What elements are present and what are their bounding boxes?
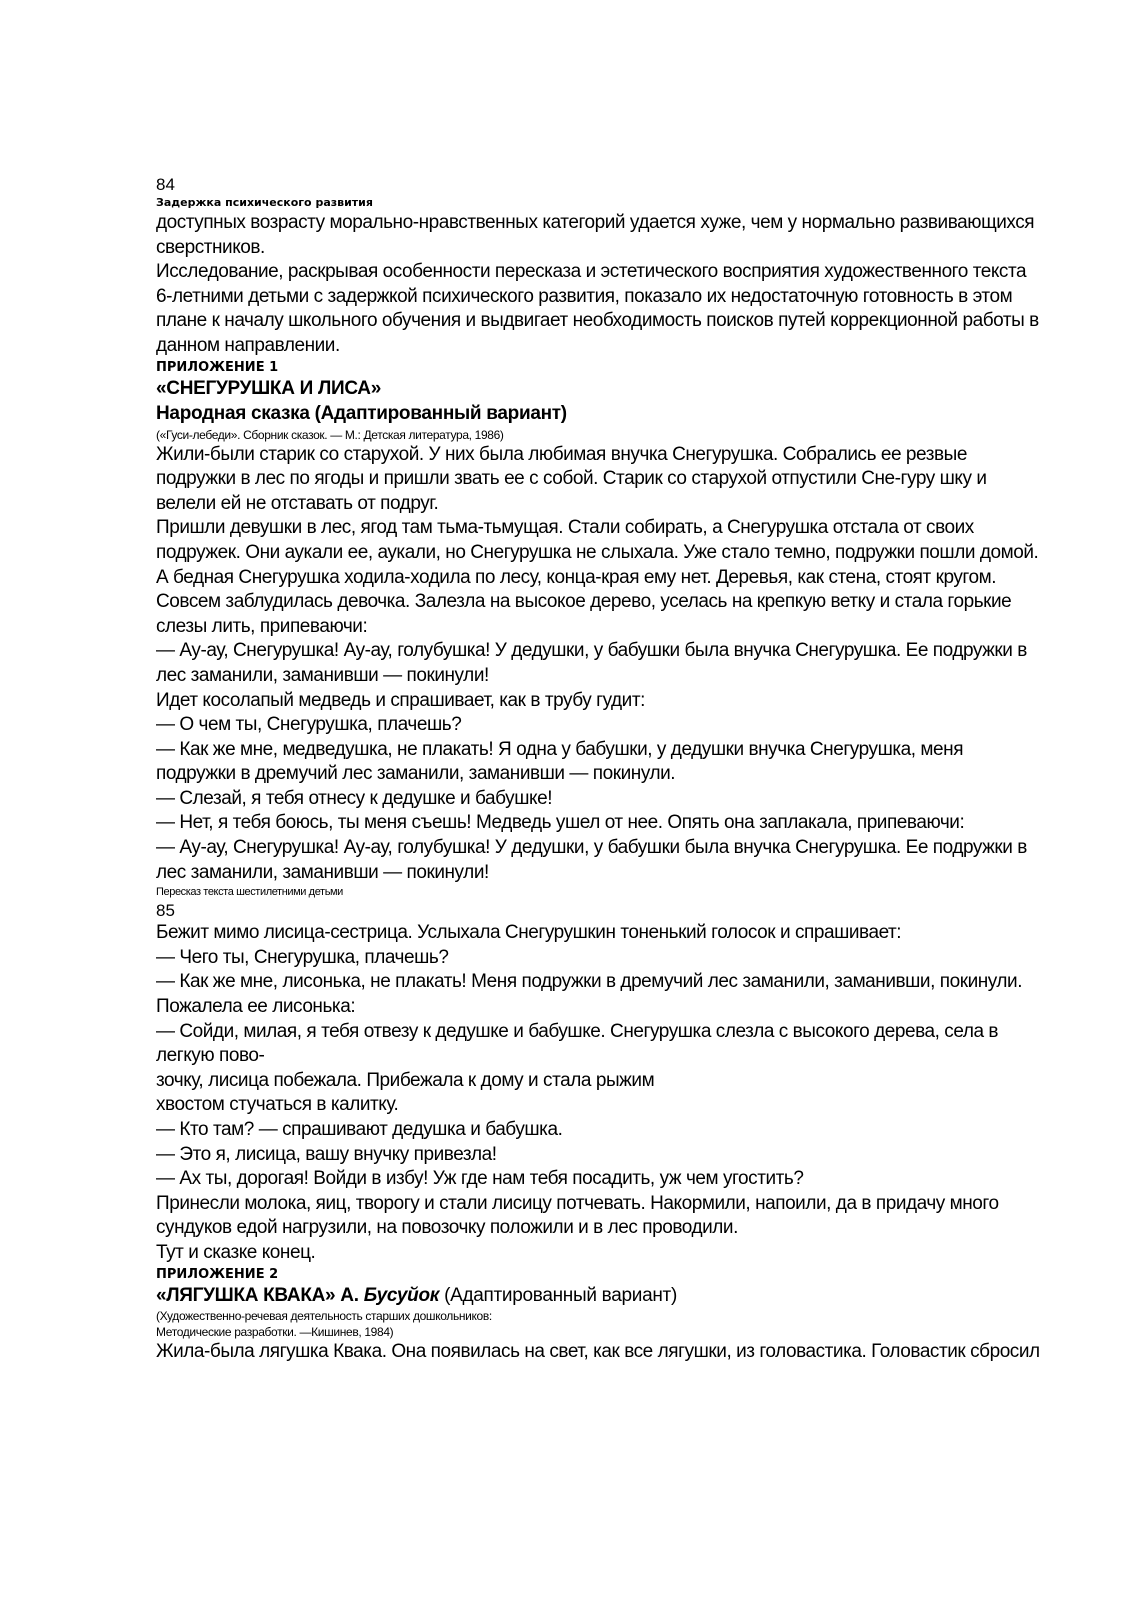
text-line: Жили-были старик со старухой. У них была любимая внучка Снегурушка. Собрались ее резвые [156, 443, 967, 465]
text-line: — Сойди, милая, я тебя отвезу к дедушке и бабушке. Снегурушка слезла с высокого дерева, села в [156, 1020, 999, 1042]
tale-subtitle: Народная сказка (Адаптированный вариант) [156, 402, 567, 424]
text-line: велели ей не отставать от подруг. [156, 492, 439, 514]
text-line: слезы лить, припеваючи: [156, 615, 368, 637]
variant-note: (Адаптированный вариант) [444, 1284, 677, 1306]
text-line: Бежит мимо лисица-сестрица. Услыхала Снегурушкин тоненький голосок и спрашивает: [156, 922, 902, 944]
text-line: — Нет, я тебя боюсь, ты меня съешь! Медведь ушел от нее. Опять она заплакала, припеваючи: [156, 812, 965, 834]
text-line: — Как же мне, медведушка, не плакать! Я одна у бабушки, у дедушки внучка Снегурушка, меня [156, 738, 964, 760]
text-line: сундуков едой нагрузили, на повозочку положили и в лес проводили. [156, 1217, 738, 1239]
text-line: Совсем заблудилась девочка. Залезла на высокое дерево, уселась на крепкую ветку и стала горькие [156, 591, 1012, 613]
text-line: Исследование, раскрывая особенности пересказа и эстетического восприятия художественного текста [156, 261, 1027, 283]
tale-text-continued [156, 921, 1086, 1265]
document-page [156, 174, 1086, 1364]
source-citation: (Художественно-речевая деятельность старших дошкольников: [156, 1308, 492, 1323]
text-line: — Чего ты, Снегурушка, плачешь? [156, 946, 449, 968]
author-surname: Бусуйок [363, 1284, 440, 1306]
page-number: 85 [156, 901, 175, 921]
text-line: Пришли девушки в лес, ягод там тьма-тьмущая. Стали собирать, а Снегурушка отстала от своих [156, 517, 974, 539]
text-line: подружки в дремучий лес заманили, заманивши — покинули. [156, 763, 676, 785]
text-line: лес заманили, заманивши — покинули! [156, 664, 489, 686]
text-line: — Кто там? — спрашивают дедушка и бабушка. [156, 1119, 563, 1140]
text-line: — Ах ты, дорогая! Войди в избу! Уж где нам тебя посадить, уж чем угостить? [156, 1168, 804, 1190]
text-line: зочку, лисица побежала. Прибежала к дому и стала рыжим [156, 1069, 655, 1091]
text-line: подружек. Они аукали ее, аукали, но Снегурушка не слыхала. Уже стало темно, подружки пошли домой. [156, 541, 1039, 563]
text-line: — Ау-ау, Снегурушка! Ау-ау, голубушка! У дедушки, у бабушки была внучка Снегурушка. Ее подружки в [156, 837, 1027, 859]
text-line: Идет косолапый медведь и спрашивает, как в трубу гудит: [156, 689, 645, 711]
text-line: подружки в лес по ягоды и пришли звать ее с собой. Старик со старухой отпустили Сне-гуру шку и [156, 468, 987, 490]
text-line: данном направлении. [156, 334, 340, 356]
author-initial: А. [340, 1284, 359, 1306]
source-citation: Методические разработки. —Кишинев, 1984) [156, 1324, 394, 1339]
text-line: сверстников. [156, 236, 265, 258]
text-line: Пожалела ее лисонька: [156, 996, 356, 1018]
tale-title [156, 1283, 1086, 1308]
running-header: Пересказ текста шестилетними детьми [156, 886, 343, 899]
text-line: — Ау-ау, Снегурушка! Ау-ау, голубушка! У дедушки, у бабушки была внучка Снегурушка. Ее подружки в [156, 640, 1027, 662]
running-header: Задержка психического развития [156, 196, 373, 209]
source-citation: («Гуси-лебеди». Сборник сказок. — М.: Детская литература, 1986) [156, 427, 504, 442]
text-line: Жила-была лягушка Квака. Она появилась на свет, как все лягушки, из головастика. Головастик сбросил [156, 1340, 1040, 1362]
tale-text [156, 443, 1086, 886]
text-line: — Слезай, я тебя отнесу к дедушке и бабушке! [156, 787, 553, 809]
text-line: доступных возрасту морально-нравственных категорий удается хуже, чем у нормально развивающихся [156, 212, 1035, 233]
text-line: плане к началу школьного обучения и выдвигает необходимость поисков путей коррекционной работы в [156, 310, 1039, 332]
tale-title: «СНЕГУРУШКА И ЛИСА» [156, 377, 381, 399]
text-line: хвостом стучаться в калитку. [156, 1094, 399, 1116]
text-line: 6-летними детьми с задержкой психического развития, показало их недостаточную готовность в этом [156, 285, 1013, 307]
title-text: «ЛЯГУШКА КВАКА» [156, 1284, 336, 1306]
text-line: Тут и сказке конец. [156, 1241, 316, 1263]
appendix-label: ПРИЛОЖЕНИЕ 2 [156, 1266, 279, 1282]
text-line: — О чем ты, Снегурушка, плачешь? [156, 714, 462, 736]
text-line: лес заманили, заманивши — покинули! [156, 861, 489, 883]
text-line: Принесли молока, яиц, творогу и стали лисицу потчевать. Накормили, напоили, да в придачу много [156, 1192, 999, 1214]
appendix-label: ПРИЛОЖЕНИЕ 1 [156, 359, 279, 375]
text-line: — Как же мне, лисонька, не плакать! Меня подружки в дремучий лес заманили, заманивши, покинули. [156, 971, 1023, 993]
intro-text [156, 211, 1086, 359]
text-line: А бедная Снегурушка ходила-ходила по лесу, конца-края ему нет. Деревья, как стена, стоят кругом. [156, 566, 997, 588]
page-number: 84 [156, 175, 175, 194]
text-line: легкую пово- [156, 1045, 265, 1067]
text-line: — Это я, лисица, вашу внучку привезла! [156, 1143, 497, 1165]
